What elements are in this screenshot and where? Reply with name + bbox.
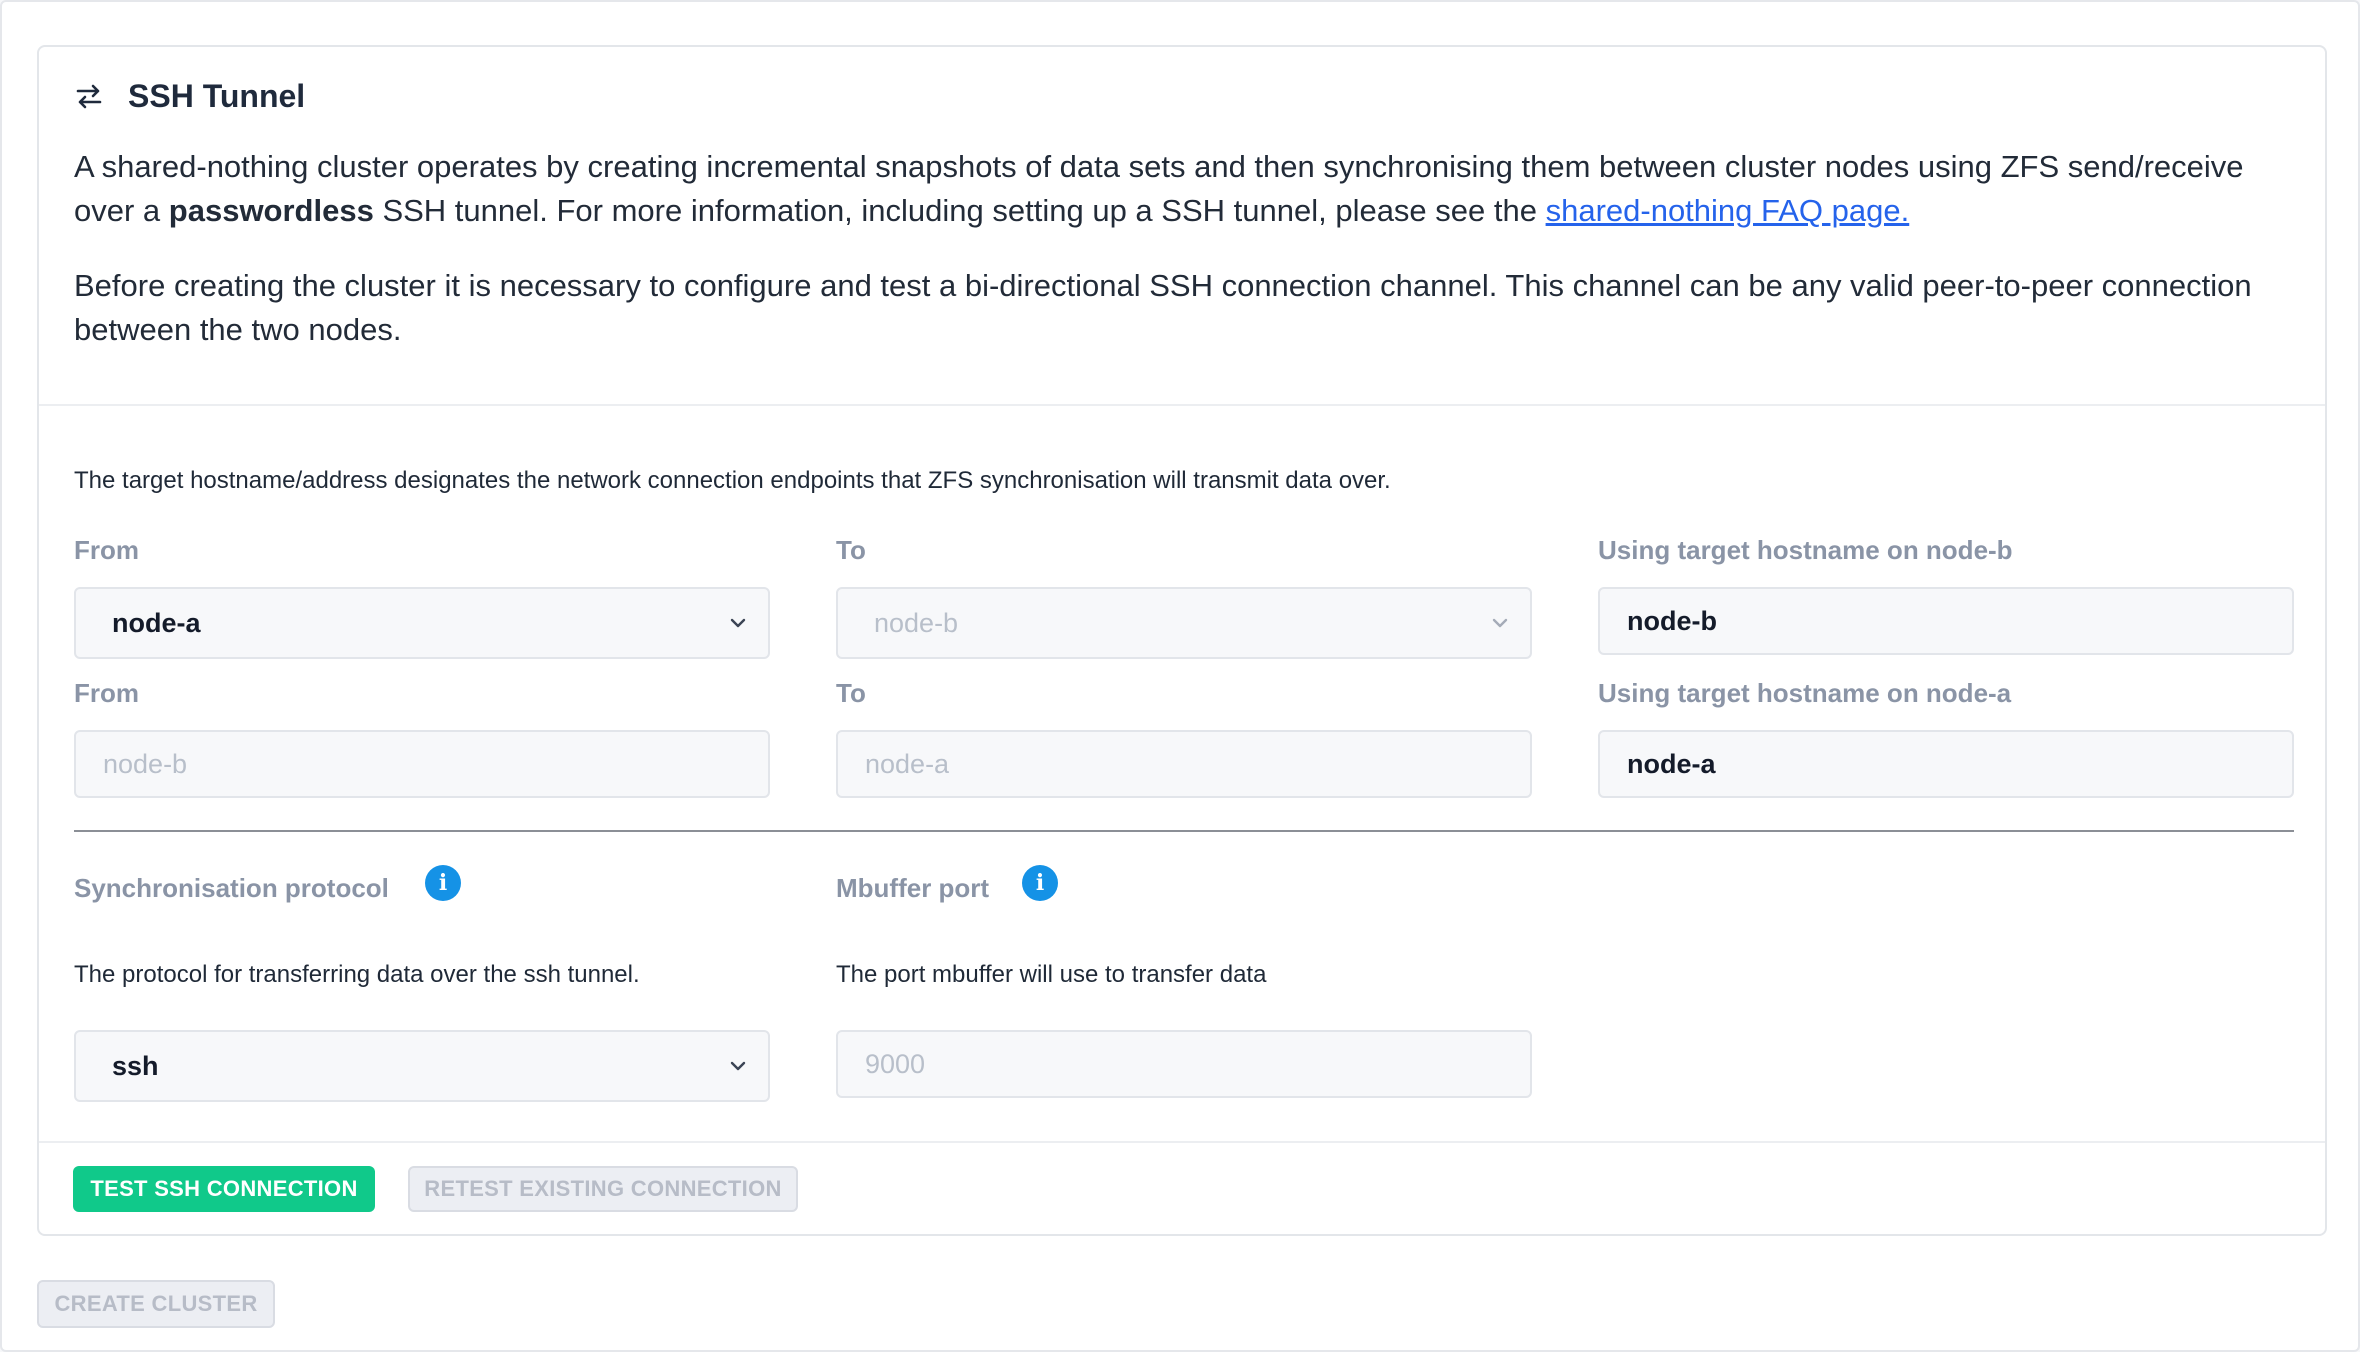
swap-arrows-icon: [74, 81, 104, 111]
intro-bold-text: passwordless: [168, 193, 374, 228]
chevron-down-icon: [1490, 613, 1510, 633]
target-hostname-input-2[interactable]: [1598, 730, 2294, 798]
card-header: [39, 47, 2325, 406]
from-select-1-value: node-a: [112, 607, 201, 638]
from-label-1: From: [74, 535, 139, 565]
mbuffer-port-placeholder: 9000: [865, 1048, 926, 1079]
from-input-2-value: node-b: [103, 748, 188, 779]
retest-existing-connection-button[interactable]: RETEST EXISTING CONNECTION: [408, 1166, 798, 1212]
connection-help-text: The target hostname/address designates the network connection endpoints that ZFS synchronisation will transmit data over.: [74, 467, 1391, 494]
chevron-down-icon: [728, 1056, 748, 1076]
ssh-tunnel-card: [37, 45, 2327, 1236]
to-input-2[interactable]: [836, 730, 1532, 798]
intro-text-1a: A shared-nothing cluster operates by creating incremental snapshots of data sets and then synchronising them between cluster nodes using ZFS send/receive over a: [74, 149, 2244, 228]
mbuffer-port-help: The port mbuffer will use to transfer data: [836, 961, 1267, 988]
section-divider: [74, 830, 2294, 832]
target-label-2: Using target hostname on node-a: [1598, 678, 2012, 708]
to-select-1[interactable]: [836, 587, 1532, 659]
mbuffer-port-input[interactable]: [836, 1030, 1532, 1098]
to-label-2: To: [836, 678, 866, 708]
sync-protocol-help: The protocol for transferring data over the ssh tunnel.: [74, 961, 640, 988]
target-hostname-input-1[interactable]: [1598, 587, 2294, 655]
sync-protocol-label: Synchronisation protocol: [74, 873, 389, 903]
intro-paragraph-1: [74, 145, 2294, 233]
intro-text-1b: SSH tunnel. For more information, including setting up a SSH tunnel, please see the: [373, 193, 1546, 228]
test-ssh-connection-button[interactable]: TEST SSH CONNECTION: [73, 1166, 375, 1212]
card-footer-divider: [39, 1141, 2325, 1143]
mbuffer-port-label: Mbuffer port: [836, 873, 990, 903]
sync-protocol-select[interactable]: [74, 1030, 770, 1102]
target-label-1: Using target hostname on node-b: [1598, 535, 2013, 565]
sync-protocol-select-value: ssh: [112, 1050, 159, 1081]
from-label-2: From: [74, 678, 139, 708]
info-icon[interactable]: i: [1022, 865, 1058, 901]
to-label-1: To: [836, 535, 866, 565]
to-select-1-value: node-b: [874, 607, 959, 638]
from-select-1[interactable]: [74, 587, 770, 659]
chevron-down-icon: [728, 613, 748, 633]
create-cluster-button[interactable]: CREATE CLUSTER: [37, 1280, 275, 1328]
target-hostname-input-2-value: node-a: [1627, 748, 1716, 779]
from-input-2[interactable]: [74, 730, 770, 798]
info-icon[interactable]: i: [425, 865, 461, 901]
card-title: SSH Tunnel: [128, 77, 306, 114]
intro-paragraph-2: Before creating the cluster it is necessary to configure and test a bi-directional SSH connection channel. This channel can be any valid peer-to-peer connection between the two nodes.: [74, 268, 2252, 347]
target-hostname-input-1-value: node-b: [1627, 605, 1717, 636]
title-row: [74, 75, 305, 117]
faq-link[interactable]: shared-nothing FAQ page.: [1545, 193, 1910, 228]
to-input-2-value: node-a: [865, 748, 950, 779]
